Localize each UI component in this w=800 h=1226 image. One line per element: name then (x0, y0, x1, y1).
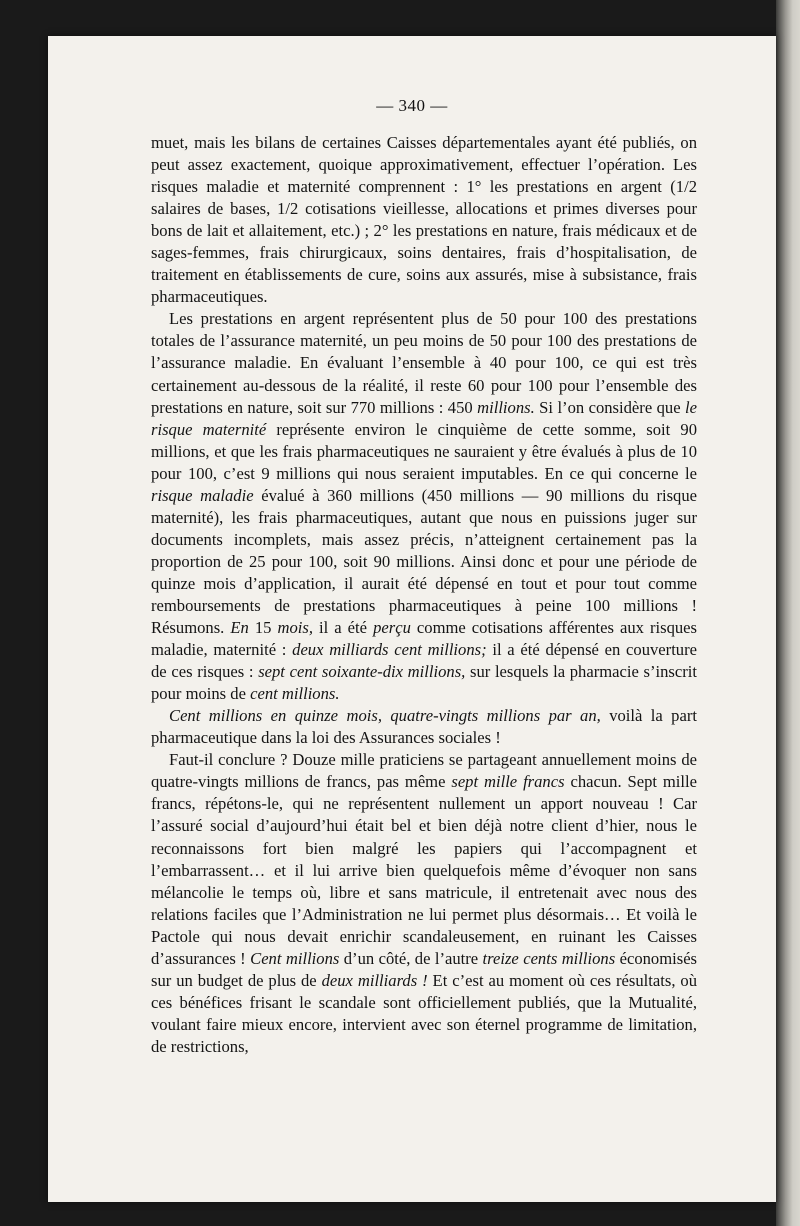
text-run: il a été (312, 618, 374, 638)
text-run: 15 (248, 618, 278, 638)
text-run: d’un côté, de l’autre (339, 948, 483, 968)
italic-run: risque maladie (151, 485, 254, 505)
text-run: Faut-il conclure ? Douze mille praticiens se partageant annuellement moins de quatre-vingts millions de francs, pas même (151, 750, 697, 792)
text-run: il a été dépensé en couverture de ces risques : (151, 640, 697, 682)
italic-run: deux milliards cent millions; (292, 640, 487, 660)
text-run: Les prestations en argent représentent plus de 50 pour 100 des prestations totales de l’assurance maternité, un peu moins de 50 pour 100 des prestations de l’assurance maladie. En évaluant l’ensemble à 40 pour 100, ce qui est très certainement au-dessous de la réalité, il reste 60 pour 100 pour l’ensemble des prestations en nature, soit sur 770 millions : 450 (151, 309, 697, 417)
paragraph (151, 749, 697, 1058)
text-run: comme cotisations afférentes aux risques maladie, maternité : (151, 618, 697, 660)
text-run: chacun. Sept mille francs, répétons-le, qui ne représentent nullement un apport nouveau ! Car l’assuré social d’aujourd’hui était bel et bien déjà notre client d’hier, nous le reconnaissons fort bien malgré les papiers qui l’accompagnent et l’embarrassent… et il lui arrive bien quelquefois même d’évoquer non sans mélancolie le temps où, libre et sans matricule, il entretenait avec nous des relations faciles que l’Administration ne lui permet plus désormais… Et voilà le Pactole qui nous devait enrichir scandaleusement, en ruinant les Caisses d’assurances ! (151, 772, 697, 968)
italic-run: mois, (277, 618, 313, 638)
text-run: Et c’est au moment où ces résultats, où ces bénéfices frisant le scandale sont officiellement publiés, que la Mutualité, voulant faire mieux encore, intervient avec son éternel programme de limitation, de restrictions, (151, 970, 697, 1056)
italic-run: cent millions. (250, 684, 340, 704)
text-run: économisés sur un budget de plus de (151, 948, 698, 990)
text-run: évalué à 360 millions (450 millions — 90 millions du risque maternité), les frais pharmaceutiques, autant que nous en puissions juger sur documents incomplets, mais assez précis, n’atteignent certainement pas la proportion de 25 pour 100, soit 90 millions. Ainsi donc et pour une période de quinze mois d’application, il aurait été dépensé en tout et pour tout comme remboursements de prestations pharmaceutiques à peine 100 millions ! Résumons. (151, 485, 698, 638)
page-edge (776, 0, 800, 1226)
italic-run: le risque maternité (151, 397, 697, 439)
text-run: représente environ le cinquième de cette somme, soit 90 millions, et que les frais pharmaceutiques ne sauraient y être évalués à plus de 10 pour 100, c’est 9 millions qui nous seraient imputables. En ce qui concerne le (151, 419, 697, 483)
paragraph (151, 308, 697, 705)
text-run: muet, mais les bilans de certaines Caisses départementales ayant été publiés, on peut assez exactement, quoique approximativement, effectuer l’opération. Les risques maladie et maternité comprennent : 1° les prestations en argent (1/2 salaires de bases, 1/2 cotisations vieillesse, allocations et primes diverses pour bons de lait et allaitement, etc.) ; 2° les prestations en nature, frais médicaux et de sages-femmes, frais chirurgicaux, soins dentaires, frais d’hospitalisation, de traitement en établissements de cure, soins aux assurés, mise à subsistance, frais pharmaceutiques. (151, 133, 697, 307)
italic-run: treize cents millions (482, 948, 616, 968)
italic-run: deux milliards ! (321, 970, 428, 990)
paragraph (151, 132, 697, 308)
italic-run: sept cent soixante-dix millions, (258, 662, 466, 682)
body-text (151, 132, 697, 1058)
text-run: voilà la part pharmaceutique dans la loi des Assurances sociales ! (151, 706, 697, 748)
italic-run: perçu (373, 618, 411, 638)
paragraph (151, 705, 697, 749)
italic-run: Cent millions (250, 948, 340, 968)
document-page (48, 36, 776, 1202)
page-number: — 340 — (376, 96, 448, 115)
italic-run: Cent millions en quinze mois, quatre-vingts millions par an, (169, 706, 601, 726)
text-run: sur lesquels la pharmacie s’inscrit pour moins de (151, 662, 697, 704)
italic-run: En (230, 618, 249, 638)
italic-run: millions. (477, 397, 535, 417)
text-run: Si l’on considère que (534, 397, 686, 417)
italic-run: sept mille francs (451, 772, 565, 792)
